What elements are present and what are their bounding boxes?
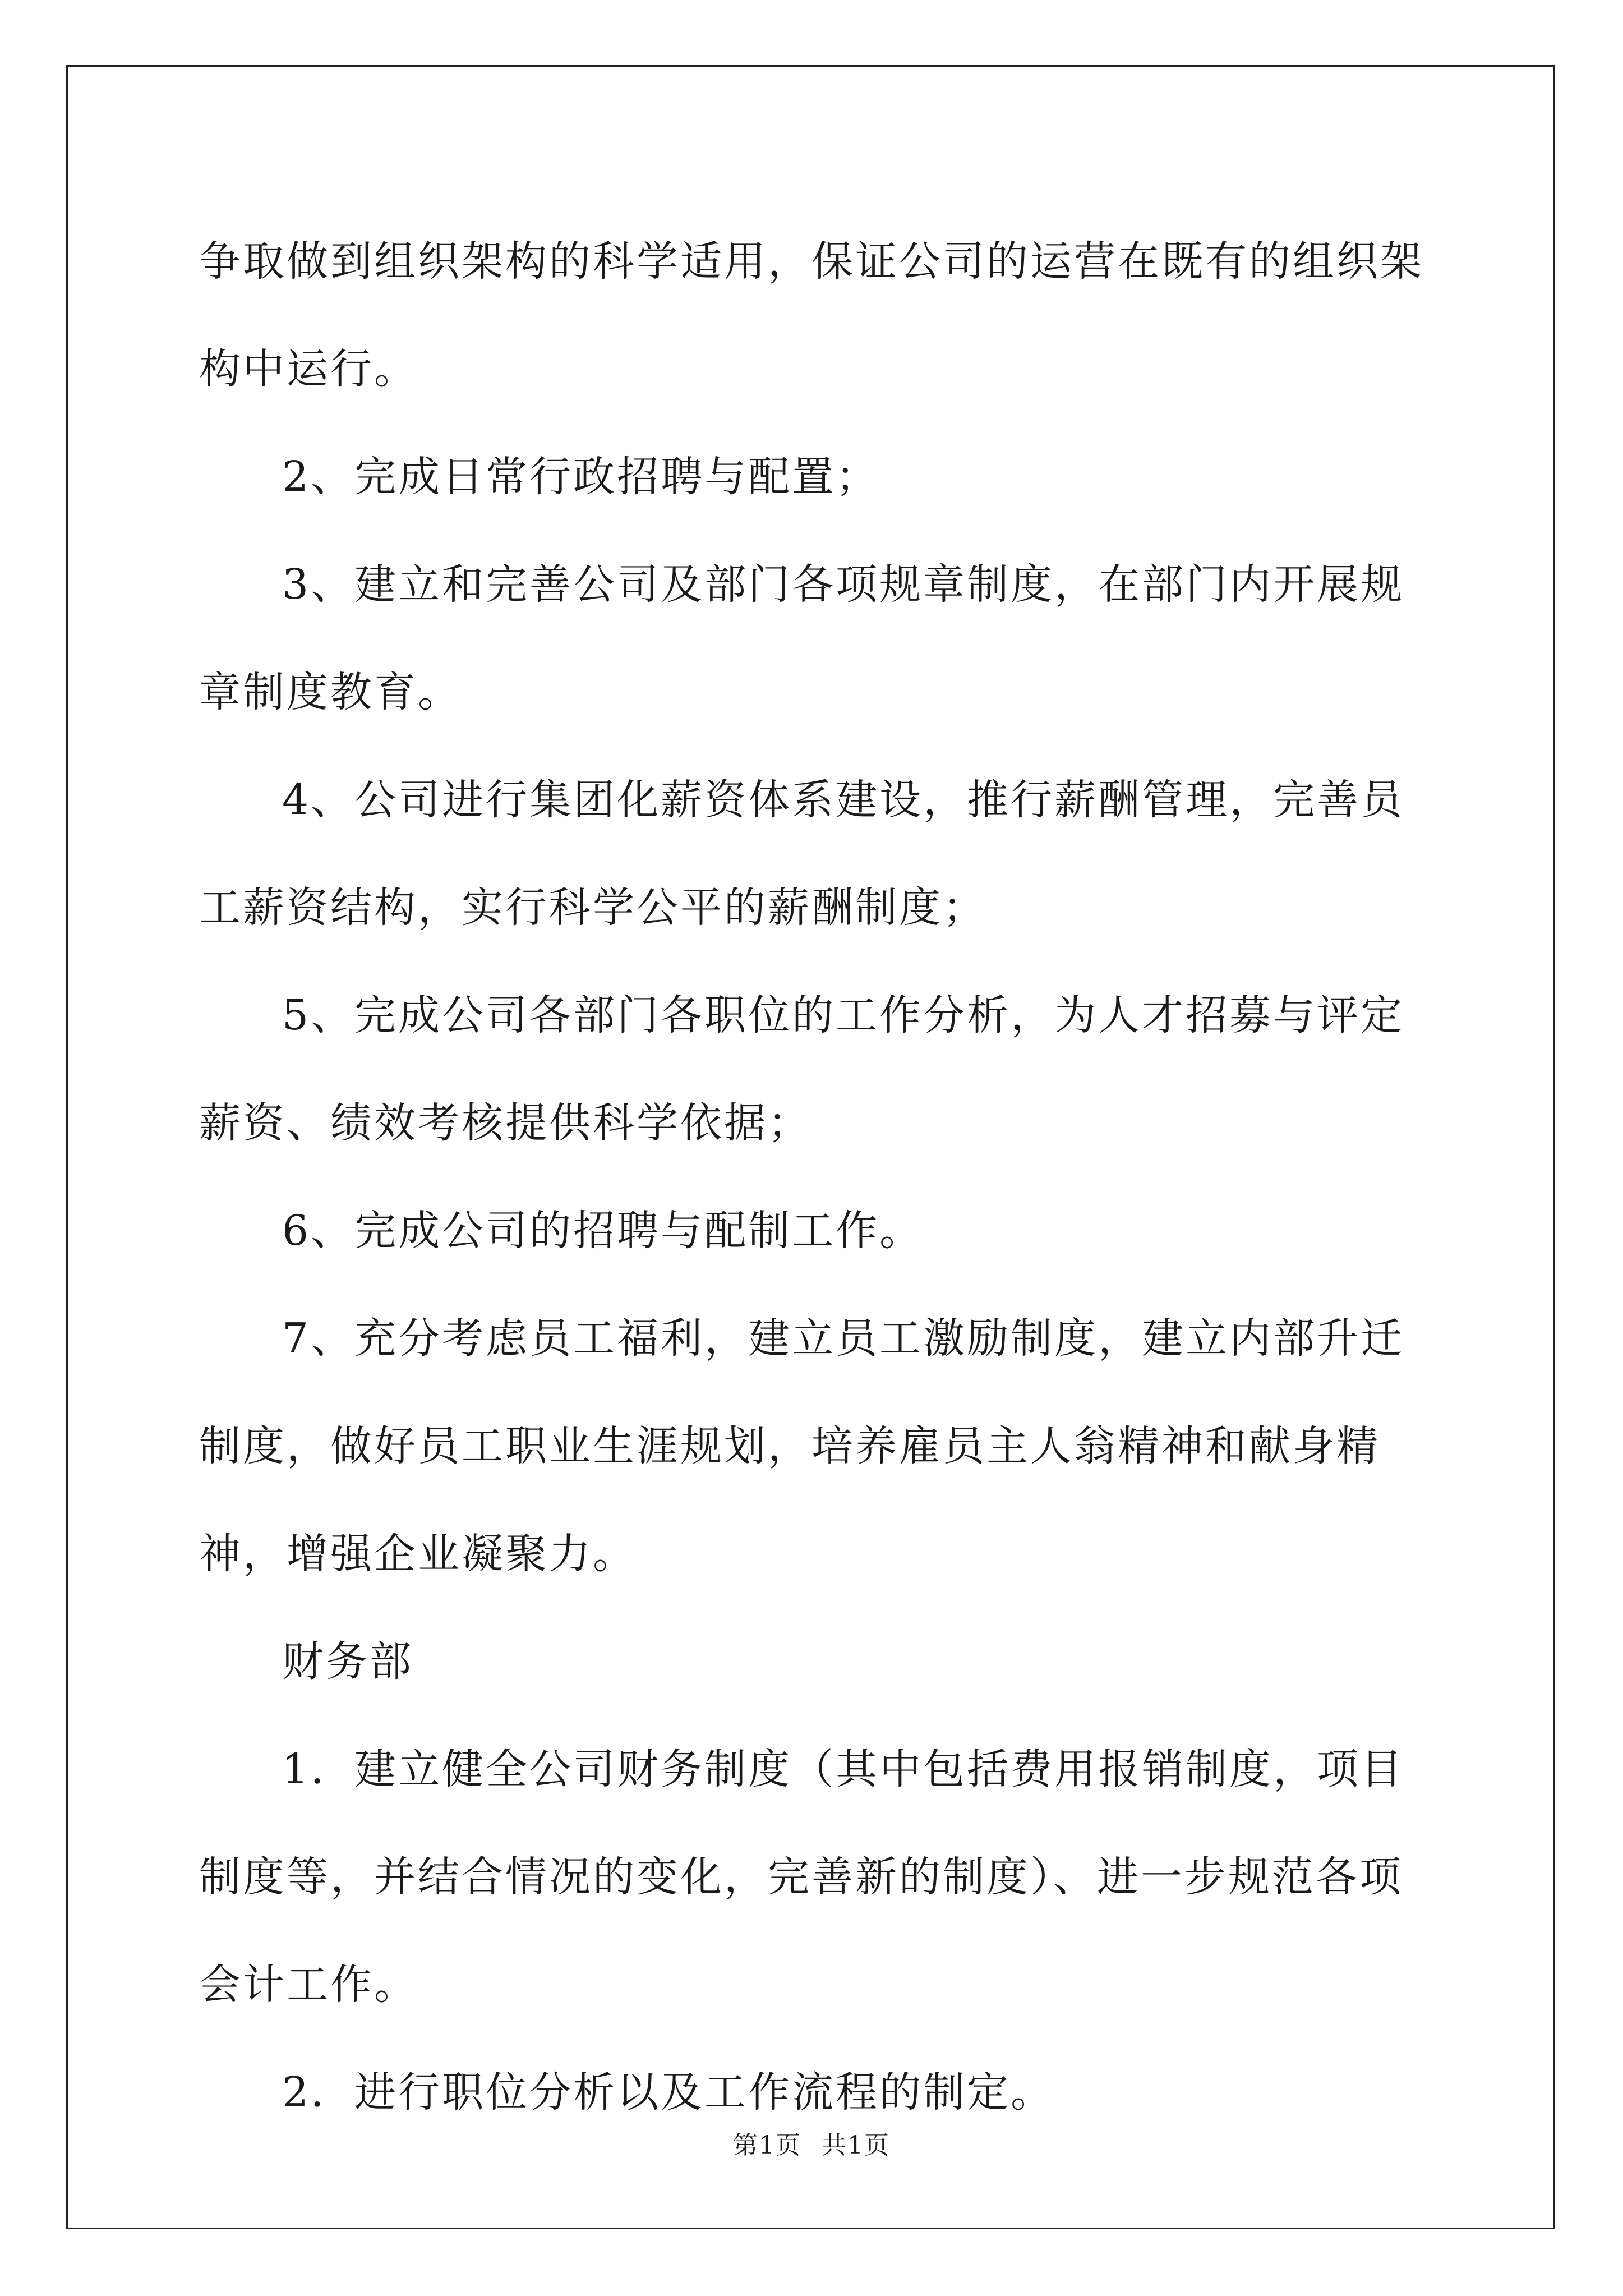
paragraph: 1．建立健全公司财务制度（其中包括费用报销制度，项目制度等，并结合情况的变化，完善新的制度）、进一步规范各项会计工作。 (199, 1745, 1405, 2009)
paragraph: 争取做到组织架构的科学适用，保证公司的运营在既有的组织架构中运行。 (199, 237, 1424, 393)
page-number: 第1页 (733, 2131, 801, 2160)
paragraph: 2、完成日常行政招聘与配置； (282, 453, 880, 501)
paragraph: 6、完成公司的招聘与配制工作。 (282, 1207, 924, 1255)
document-body (199, 208, 1433, 2146)
paragraph: 3、建立和完善公司及部门各项规章制度，在部门内开展规章制度教育。 (199, 560, 1405, 716)
paragraph: 7、充分考虑员工福利，建立员工激励制度，建立内部升迁制度，做好员工职业生涯规划，培养雇员主人翁精神和献身精神，增强企业凝聚力。 (199, 1314, 1405, 1578)
section-heading: 财务部 (282, 1637, 413, 1686)
page-footer (0, 2129, 1623, 2162)
paragraph: 4、公司进行集团化薪资体系建设，推行薪酬管理，完善员工薪资结构，实行科学公平的薪酬制度； (199, 776, 1405, 932)
page-total: 共1页 (822, 2131, 890, 2160)
paragraph: 2．进行职位分析以及工作流程的制定。 (282, 2068, 1055, 2116)
paragraph: 5、完成公司各部门各职位的工作分析，为人才招募与评定薪资、绩效考核提供科学依据； (199, 991, 1405, 1147)
